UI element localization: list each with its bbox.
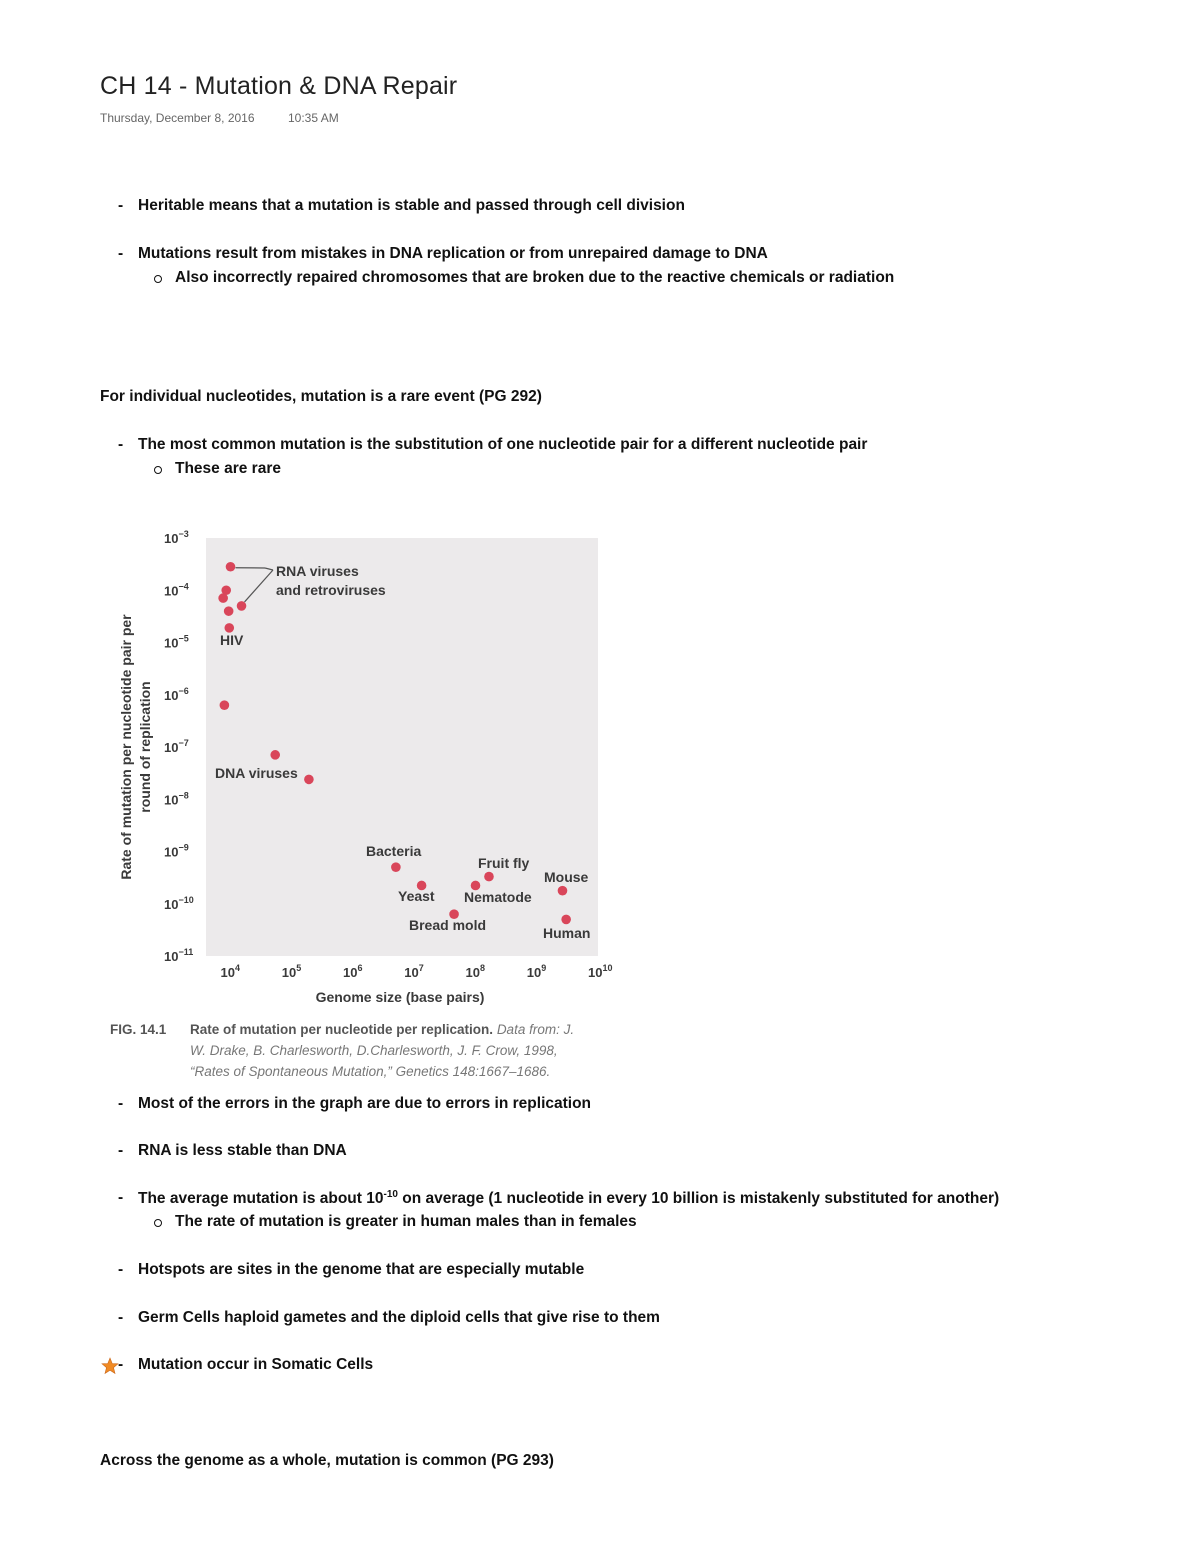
yeast-label: Yeast <box>398 888 435 904</box>
mouse-label: Mouse <box>544 869 589 885</box>
x-tick-label: $10^5$ <box>281 963 302 980</box>
page-date: Thursday, December 8, 2016 <box>100 111 255 125</box>
x-axis-title: Genome size (base pairs) <box>315 989 485 1005</box>
data-point-rna-virus-5 <box>237 601 247 611</box>
x-tick-label: $10^4$ <box>220 963 240 980</box>
section-heading-individual: For individual nucleotides, mutation is a rare event (PG 292) <box>100 388 542 405</box>
data-point-rna-virus-4 <box>224 606 234 616</box>
y-tick-label: $10^{-9}$ <box>164 842 189 860</box>
bread-mold-label: Bread mold <box>409 917 487 933</box>
y-axis-title-1: Rate of mutation per nucleotide pair per <box>118 614 134 880</box>
mutation-rate-chart <box>100 520 640 1020</box>
figure-caption <box>110 1019 650 1082</box>
data-point-bacteria <box>391 862 401 872</box>
y-axis-title-2: round of replication <box>137 681 153 813</box>
star-icon <box>101 1357 119 1375</box>
nematode-label: Nematode <box>464 889 532 905</box>
data-point-mouse <box>558 886 568 896</box>
circle-bullet-icon <box>154 466 162 474</box>
x-tick-label: $10^7$ <box>404 963 424 980</box>
y-tick-label: $10^{-10}$ <box>164 894 194 912</box>
x-tick-label: $10^6$ <box>343 963 363 980</box>
y-tick-label: $10^{-5}$ <box>164 633 189 651</box>
data-point-rna-virus-1 <box>226 562 236 572</box>
x-tick-label: $10^9$ <box>526 963 547 980</box>
y-tick-label: $10^{-4}$ <box>164 581 189 599</box>
figure-number: FIG. 14.1 <box>110 1022 167 1037</box>
caption-source-3: “Rates of Spontaneous Mutation,” Genetics 148:1667–1686. <box>190 1064 551 1079</box>
rna-viruses-label-1: RNA viruses <box>276 563 359 579</box>
caption-source-2: W. Drake, B. Charlesworth, D.Charlesworth, J. F. Crow, 1998, <box>190 1043 558 1058</box>
caption-source-1: Data from: J. <box>496 1022 575 1037</box>
bacteria-label: Bacteria <box>366 843 422 859</box>
y-tick-label: $10^{-11}$ <box>164 947 194 964</box>
dna-viruses-label: DNA viruses <box>215 765 298 781</box>
data-point-rna-virus-low <box>220 700 230 710</box>
circle-bullet-icon <box>154 275 162 283</box>
hiv-label: HIV <box>220 632 244 648</box>
y-tick-label: $10^{-7}$ <box>164 738 189 755</box>
page-title: CH 14 - Mutation & DNA Repair <box>100 72 458 100</box>
data-point-dna-virus-2 <box>304 775 314 785</box>
x-tick-label: $10^8$ <box>465 963 485 980</box>
x-tick-label: $10^{10}$ <box>588 963 613 980</box>
exponent: -10 <box>383 1189 398 1200</box>
data-point-rna-virus-3 <box>218 593 228 603</box>
y-tick-label: $10^{-8}$ <box>164 790 189 808</box>
y-tick-label: $10^{-6}$ <box>164 685 189 703</box>
rna-viruses-label-2: and retroviruses <box>276 582 386 598</box>
data-point-dna-virus-1 <box>270 750 280 760</box>
data-point-human <box>561 915 571 925</box>
fruit-fly-label: Fruit fly <box>478 855 530 871</box>
y-tick-label: $10^{-3}$ <box>164 529 189 546</box>
section-heading-genome: Across the genome as a whole, mutation is common (PG 293) <box>100 1452 554 1469</box>
page-time: 10:35 AM <box>288 111 339 125</box>
data-point-fruit-fly <box>484 872 494 882</box>
circle-bullet-icon <box>154 1219 162 1227</box>
figure-title: Rate of mutation per nucleotide per replication. <box>190 1022 494 1037</box>
human-label: Human <box>543 925 591 941</box>
